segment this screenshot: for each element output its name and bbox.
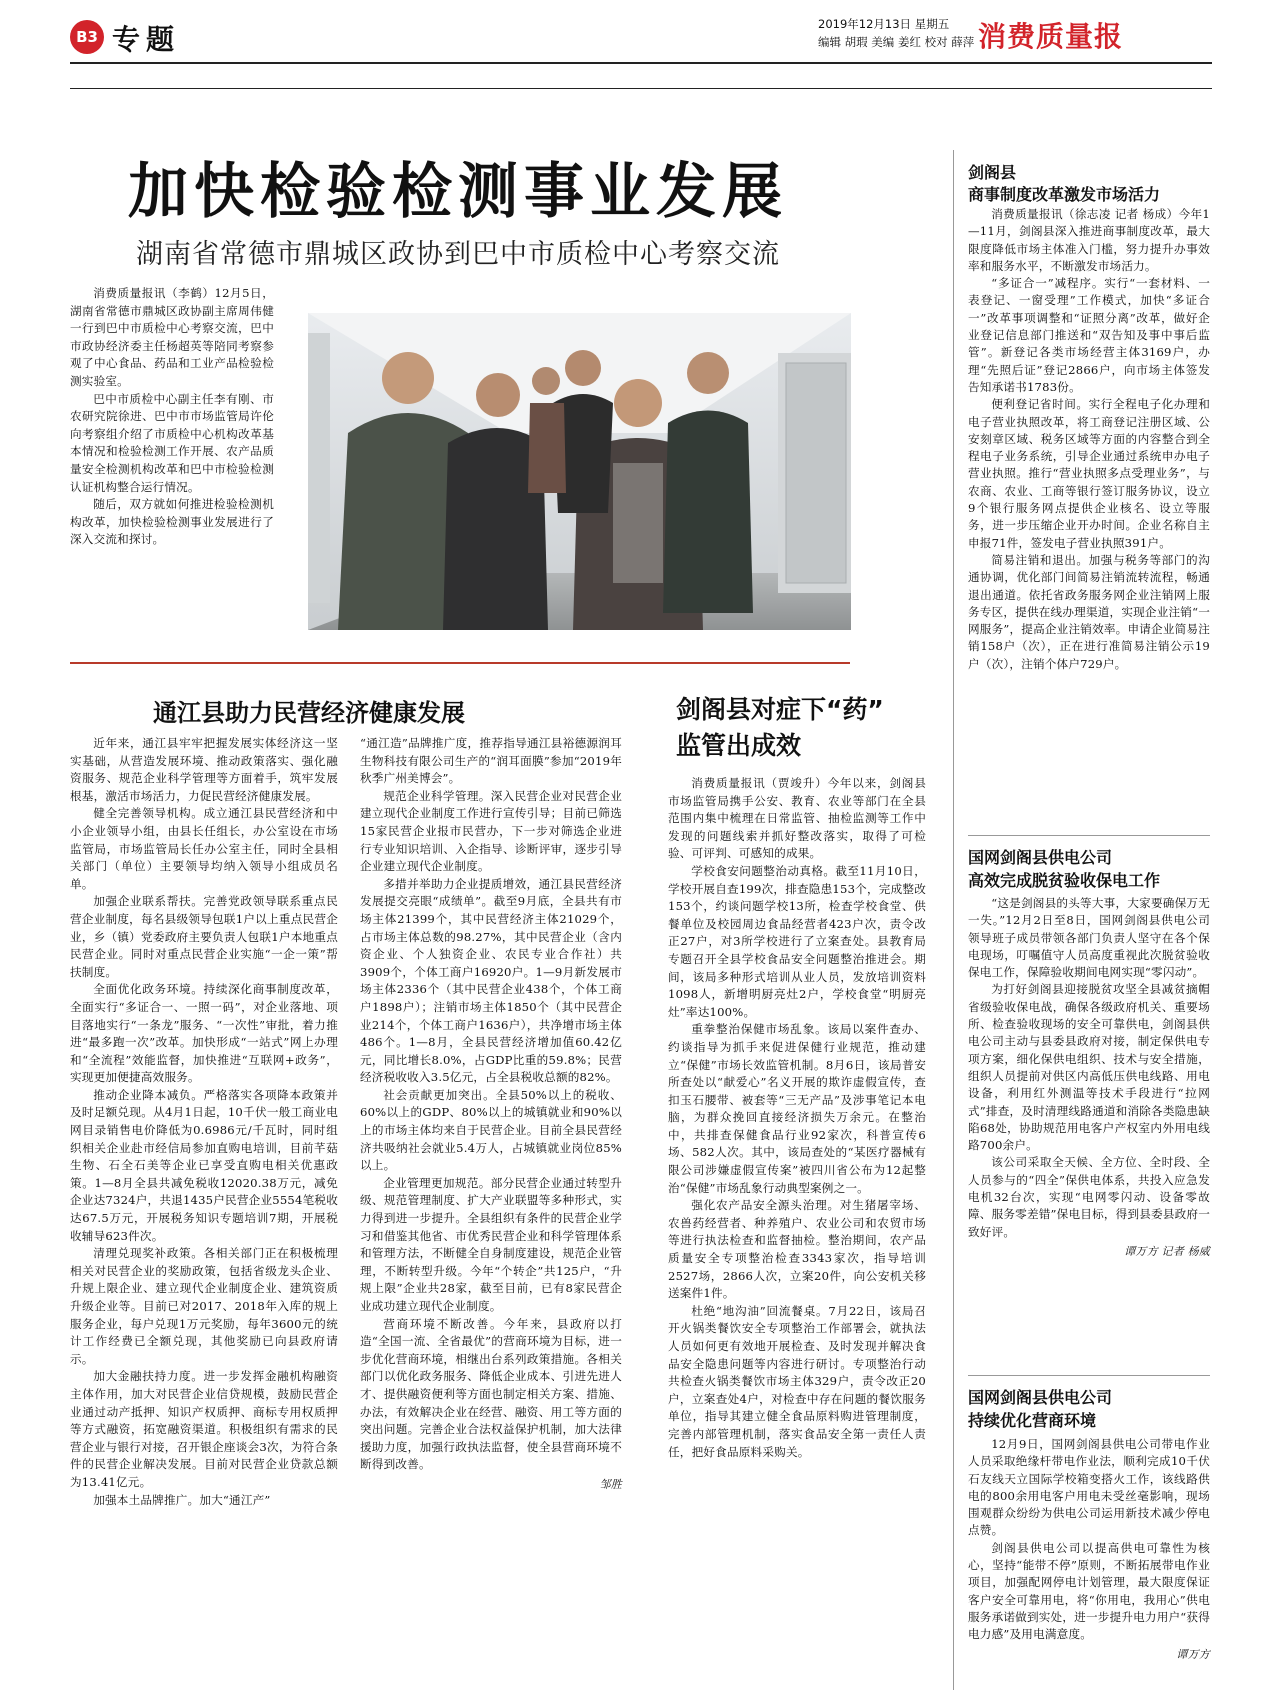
- tongjiang-headline: 通江县助力民营经济健康发展: [153, 699, 465, 727]
- paragraph: “通江造”品牌推广度，推荐指导通江县裕德源润耳生物科技有限公司生产的“润耳面膜”参加“2019年秋季广州美博会”。: [360, 736, 622, 786]
- jiange-drug-body: [668, 775, 926, 1461]
- tongjiang-column-1: [70, 735, 338, 1509]
- paragraph: 为打好剑阁县迎接脱贫攻坚全县减贫摘帽省级验收保电战，确保各级政府机关、重要场所、检查验收现场的安全可靠供电，剑阁县供电公司主动与县委县政府对接，制定保供电专项方案，细化保供电组织、技术与安全措施，组织人员提前对供区内高低压供电线路、用电设备，利用红外测温等技术手段进行“拉网式”排查，及时清理线路通道和消除各类隐患缺陷68处，协助规范用电客户产权室内外用电线路700余户。: [968, 982, 1211, 1153]
- paragraph: “这是剑阁县的头等大事，大家要确保万无一失。”12月2日至8日，国网剑阁县供电公司领导班子成员带领各部门负责人坚守在各个保电现场，叮嘱值守人员高度重视此次脱贫验收保电工作，保障验收期间电网实现“零闪动”。: [968, 896, 1210, 980]
- header-rule: [70, 62, 1212, 64]
- right-rail-divider: [953, 150, 954, 1690]
- paragraph: 消费质量报讯（徐志凌 记者 杨成）今年1—11月，剑阁县深入推进商事制度改革，最大限度降低市场主体准入门槛，努力提升办事效率和服务水平，不断激发市场活力。: [968, 207, 1210, 273]
- masthead-logo: 消费质量报: [978, 20, 1124, 53]
- paragraph: 健全完善领导机构。成立通江县民营经济和中小企业领导小组，由县长任组长，办公室设在市场监管局，市场监管局长任办公室主任，同时全县相关部门（单位）主要领导均纳入领导小组成员名单。: [70, 806, 338, 891]
- section-divider: [70, 662, 850, 664]
- paragraph: 规范企业科学管理。深入民营企业对民营企业建立现代企业制度工作进行宣传引导；目前已筛选15家民营企业报市民营办，下一步对筛选企业进行专业知识培训、入企指导、诊断评审，逐步引导企业建立现代企业制度。: [360, 788, 622, 874]
- paragraph: 学校食安问题整治动真格。截至11月10日，学校开展自查199次，排查隐患153个，完成整改153个，约谈问题学校13所，检查学校食堂、供餐单位及校园周边食品经营者423户次，责令改正27户，对3所学校进行了立案查处。县教育局专题召开全县学校食品安全问题整治推进会。期间，该局多种形式培训从业人员，发放培训资料1098人，新增明厨亮灶2户，学校食堂“明厨亮灶”率达100%。: [668, 863, 926, 1019]
- paragraph: 清理兑现奖补政策。各相关部门正在积极梳理相关对民营企业的奖励政策，包括省级龙头企业、升规上限企业、建立现代企业制度企业、建筑资质升级企业等。目前已对2017、2018年入库的规上服务企业，每户兑现1万元奖励，每年3600元的统计工作经费已全额兑现，其他奖励已向县政府请示。: [70, 1246, 338, 1366]
- rail-rule: [968, 1375, 1210, 1376]
- paragraph: 便利登记省时间。实行全程电子化办理和电子营业执照改革，将工商登记注册区域、公安刻章区域、税务区域等方面的内容整合到全程电子业务系统，引导企业通过系统申办电子营业执照。推行“营业执照多点受理业务”，与农商、农业、工商等银行签订服务协议，设立9个银行服务网点提供企业核名、设立等服务，进一步压缩企业开办时间。企业名称自主申报71件，签发电子营业执照391户。: [968, 397, 1210, 550]
- paragraph: 社会贡献更加突出。全县50%以上的税收、60%以上的GDP、80%以上的城镇就业和90%以上的市场主体均来自于民营企业。目前全县民营经济共吸纳社会就业5.4万人，占城镇就业岗位85%以上。: [360, 1087, 622, 1173]
- paragraph: 企业管理更加规范。部分民营企业通过转型升级、规范管理制度、扩大产业联盟等多种形式，实力得到进一步提升。全县组织有条件的民营企业学习和借鉴其他省、市优秀民营企业和科学管理体系和管理方法，不断健全自身制度建设，规范企业管理，不断转型升级。今年“个转企”共125户，“升规上限”企业共28家，截至目前，已有8家民营企业成功建立现代企业制度。: [360, 1175, 622, 1313]
- tongjiang-column-2: [360, 735, 622, 1494]
- lead-subheadline: 湖南省常德市鼎城区政协到巴中市质检中心考察交流: [136, 239, 780, 270]
- power1-headline-2: 高效完成脱贫验收保电工作: [968, 871, 1161, 890]
- power2-body: [968, 1436, 1210, 1663]
- paragraph: 全面优化政务环境。持续深化商事制度改革，全面实行“多证合一、一照一码”，对企业落地、项目落地实行“一条龙”服务、“一次性”审批，着力推进“最多跑一次”改革。加快形成“一站式”网上办理和“全流程”效能监督，加快推进“互联网+政务”，实现更加便捷高效服务。: [70, 982, 338, 1085]
- signature: 邹胜: [599, 1477, 622, 1491]
- paragraph: 加大金融扶持力度。进一步发挥金融机构融资主体作用，加大对民营企业信贷规模，鼓励民营企业通过动产抵押、知识产权质押、商标专用权质押等方式融资，拓宽融资渠道。积极组织有需求的民营企业与银行对接，召开银企座谈会3次，为符合条件的民营企业解决发展。目前对民营企业贷款总额为13.41亿元。: [70, 1369, 338, 1489]
- paragraph: “多证合一”减程序。实行“一套材料、一表登记、一窗受理”工作模式，加快“多证合一”改革事项调整和“证照分离”改革，做好企业登记信息部门推送和“双告知及事中事后监管”。新登记各类市场经营主体3169户，办理“先照后证”登记2866户，向市场主体签发告知承诺书1783份。: [968, 276, 1210, 394]
- power1-headline-1: 国网剑阁县供电公司: [968, 848, 1113, 867]
- paragraph: 简易注销和退出。加强与税务等部门的沟通协调，优化部门间简易注销流转流程，畅通退出通道。依托省政务服务网企业注销网上服务专区，提供在线办理渠道，实现企业注销“一网服务”，提高企业注销效率。申请企业简易注销158户（次），正在进行准简易注销公示19户（次），注销个体户729户。: [968, 552, 1211, 671]
- power2-headline-1: 国网剑阁县供电公司: [968, 1388, 1113, 1407]
- jiange-drug-headline-1: 剑阁县对症下“药”: [676, 695, 884, 724]
- paragraph: 该公司采取全天候、全方位、全时段、全人员参与的“四全”保供电体系，共投入应急发电机32台次，实现“电网零闪动、设备零故障、服务零差错”保电目标，得到县委县政府一致好评。: [968, 1155, 1211, 1239]
- paragraph: 近年来，通江县牢牢把握发展实体经济这一坚实基础，从营造发展环境、推动政策落实、强化融资服务、规范企业科学管理等方面着手，筑牢发展根基，激活市场活力，力促民营经济健康发展。: [70, 736, 338, 803]
- power1-body: [968, 895, 1210, 1260]
- section-label: 专题: [112, 23, 181, 56]
- paragraph: 12月9日，国网剑阁县供电公司带电作业人员采取绝缘杆带电作业法，顺利完成10千伏石友线天立国际学校箱变搭火工作，该线路供电的800余用电客户用电未受丝毫影响，现场围观群众纷纷为供电公司运用新技术减少停电点赞。: [968, 1437, 1210, 1538]
- issue-date: 2019年12月13日 星期五: [818, 17, 950, 31]
- lead-paragraph: 消费质量报讯（李鹤）12月5日，湖南省常德市鼎城区政协副主席周伟健一行到巴中市质检中心考察交流，巴中市政协经济委主任杨超英等陪同考察参观了中心食品、药品和工业产品检验检测实验室。: [70, 286, 274, 388]
- paragraph: 杜绝“地沟油”回流餐桌。7月22日，该局召开火锅类餐饮安全专项整治工作部署会，就执法人员如何更有效地开展检查、及时发现并解决食品安全隐患问题等内容进行研讨。专项整治行动共检查火锅类餐饮市场主体329户，责令改正20户，立案查处4户，对检查中存在问题的餐饮服务单位，指导其建立健全食品原料购进管理制度，完善内部管理机制，落实食品安全第一责任人责任，把好食品原料采购关。: [668, 1303, 926, 1459]
- signature: 谭万方: [1176, 1647, 1210, 1661]
- paragraph: 多措并举助力企业提质增效，通江县民营经济发展提交亮眼“成绩单”。截至9月底，全县共有市场主体21399个，其中民营经济主体21029个，占市场主体总数的98.27%，其中民营企业（含内资企业、个人独资企业、农民专业合作社）共3909个，个体工商户16920户。1—9月新发展市场主体2336个（其中民营企业438个，个体工商户1898户）；注销市场主体1850个（其中民营企业214个，个体工商户1636户），共净增市场主体486个。1—8月，全县民营经济增加值60.42亿元，同比增长8.0%，占GDP比重的59.8%；民营经济税收收入3.5亿元，占全县税收总额的82%。: [360, 876, 622, 1085]
- paragraph: 营商环境不断改善。今年来，县政府以打造“全国一流、全省最优”的营商环境为目标，进一步优化营商环境，相继出台系列政策措施。各相关部门以优化政务服务、降低企业成本、引进先进人才、提供融资便利等方面也制定相关方案、措施、办法，有效解决企业在经营、融资、用工等方面的突出问题。完善企业合法权益保护机制，加大法律援助力度，加强行政执法监督，使全县营商环境不断得到改善。: [360, 1316, 622, 1472]
- jiange-reform-headline: 商事制度改革激发市场活力: [968, 185, 1161, 204]
- jiange-drug-headline-2: 监管出成效: [676, 731, 802, 760]
- lead-story-body: [70, 285, 274, 549]
- power2-headline-2: 持续优化营商环境: [968, 1411, 1097, 1430]
- editors-line: 编辑 胡瑕 美编 姜红 校对 薛萍: [818, 35, 975, 49]
- page-number-badge: B3: [70, 20, 104, 54]
- lead-paragraph: 随后，双方就如何推进检验检测机构改革，加快检验检测事业发展进行了深入交流和探讨。: [70, 497, 274, 547]
- paragraph: 强化农产品安全源头治理。对生猪屠宰场、农兽药经营者、种养殖户、农业公司和农贸市场等进行执法检查和监督抽检。整治期间，农产品质量安全专项整治检查3343家次，指导培训2527场，2866人次，立案20件，向公安机关移送案件1件。: [668, 1198, 926, 1301]
- lead-paragraph: 巴中市质检中心副主任李有刚、市农研究院徐进、巴中市市场监管局许伦向考察组介绍了市质检中心机构改革基本情况和检验检测工作开展、农产品质量安全检测机构改革和巴中市检验检测认证机构整合运行情况。: [70, 391, 274, 494]
- paragraph: 消费质量报讯（贾竣升）今年以来，剑阁县市场监管局携手公安、教育、农业等部门在全县范围内集中梳理在日常监管、抽检监测等工作中发现的问题线索并抓好整改落实，取得了可检验、可评判、可感知的成果。: [668, 776, 926, 861]
- header-rule-thin: [70, 88, 1212, 89]
- paragraph: 加强本土品牌推广。加大“通江产”: [93, 1492, 271, 1507]
- jiange-reform-body: [968, 206, 1210, 673]
- lead-photo: [308, 313, 851, 630]
- photo-illustration: [308, 313, 851, 630]
- rail-rule: [968, 835, 1210, 836]
- paragraph: 推动企业降本减负。严格落实各项降本政策并及时足额兑现。从4月1日起，10千伏一般工商业电网目录销售电价降低为0.6986元/千瓦时，同时组织相关企业赴市经信局参加直购电培训，目前芊菇生物、石全石美等企业已享受直购电相关优惠政策。1—8月全县共减免税收12020.38万元，减免企业达7324户，共退1435户民营企业5554笔税收达67.5万元，开展税务知识专题培训7期，开展税收辅导623件次。: [70, 1087, 338, 1243]
- jiange-reform-kicker: 剑阁县: [968, 163, 1017, 182]
- signature: 谭万方 记者 杨威: [1124, 1244, 1210, 1258]
- paragraph: 加强企业联系帮扶。完善党政领导联系重点民营企业制度，每名县级领导包联1户以上重点民营企业，乡（镇）党委政府主要负责人包联1户本地重点民营企业。同时对重点民营企业实施“一企一策”帮扶制度。: [70, 894, 338, 979]
- paragraph: 剑阁县供电公司以提高供电可靠性为核心，坚持“能带不停”原则，不断拓展带电作业项目，加强配网停电计划管理，最大限度保证客户安全可靠用电，将“你用电，我用心”供电服务承诺做到实处，进一步提升电力用户“获得电力感”及用电满意度。: [968, 1540, 1211, 1642]
- paragraph: 重拳整治保健市场乱象。该局以案件查办、约谈指导为抓手来促进保健行业规范，推动建立“保健”市场长效监管机制。8月6日，该局普安所查处以“献爱心”名义开展的欺诈虚假宣传，查扣玉石腰带、被套等“三无产品”及涉事笔记本电脑，为群众挽回直接经济损失万余元。在整治中，共排查保健食品行业92家次，科普宣传6场、582人次。其中，该局查处的“某医疗器械有限公司涉嫌虚假宣传案”被四川省公布为12起整治“保健”市场乱象行动典型案例之一。: [668, 1022, 926, 1195]
- lead-headline: 加快检验检测事业发展: [128, 157, 788, 227]
